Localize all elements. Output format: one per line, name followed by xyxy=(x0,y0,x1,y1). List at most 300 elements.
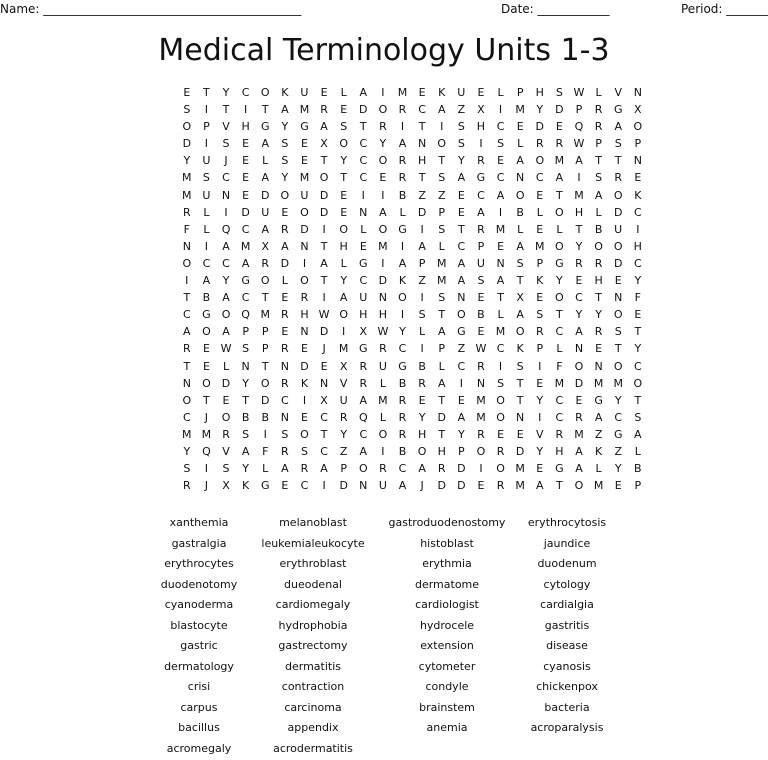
grid-letter: R xyxy=(555,427,564,441)
grid-letter: M xyxy=(240,239,251,253)
word-list-item: brainstem xyxy=(419,700,475,714)
grid-letter: D xyxy=(457,479,466,493)
word-list-item: leukemialeukocyte xyxy=(261,536,365,550)
grid-letter: O xyxy=(496,462,505,476)
grid-letter: T xyxy=(438,393,446,407)
grid-letter: V xyxy=(222,120,230,134)
grid-letter: O xyxy=(378,427,388,441)
grid-row xyxy=(177,272,648,289)
word-list-item: dermatology xyxy=(164,659,234,673)
grid-letter: C xyxy=(614,410,623,424)
grid-letter: Y xyxy=(399,325,406,339)
grid-letter: L xyxy=(595,462,602,476)
page-title: Medical Terminology Units 1-3 xyxy=(158,33,610,68)
word-list-item: chickenpox xyxy=(536,680,598,693)
grid-letter: D xyxy=(535,120,545,134)
grid-letter: M xyxy=(515,479,525,493)
word-list-item: erythroblast xyxy=(279,557,347,570)
grid-letter: J xyxy=(322,342,326,356)
grid-letter: S xyxy=(497,137,505,151)
grid-letter: V xyxy=(222,444,230,458)
grid-letter: Y xyxy=(222,86,230,99)
grid-letter: Y xyxy=(634,342,642,356)
grid-letter: Q xyxy=(202,444,211,458)
grid-letter: O xyxy=(378,103,388,117)
grid-letter: L xyxy=(517,222,524,236)
grid-letter: Y xyxy=(183,154,191,168)
grid-letter: N xyxy=(476,376,486,390)
grid-letter: P xyxy=(340,462,347,476)
word-list-item: cardialgia xyxy=(540,598,594,611)
grid-letter: O xyxy=(613,188,623,202)
grid-letter: E xyxy=(340,188,348,202)
grid-letter: M xyxy=(476,393,486,407)
grid-letter: T xyxy=(438,427,446,441)
grid-letter: T xyxy=(320,274,328,288)
grid-letter: C xyxy=(555,393,564,407)
grid-letter: G xyxy=(555,462,564,476)
grid-letter: A xyxy=(516,154,524,168)
grid-letter: T xyxy=(556,308,563,322)
grid-letter: E xyxy=(300,154,308,168)
grid-letter: A xyxy=(359,393,368,407)
grid-letter: T xyxy=(634,325,642,339)
grid-letter: B xyxy=(594,222,603,236)
grid-letter: C xyxy=(535,171,544,185)
grid-letter: Y xyxy=(281,120,289,134)
grid-letter: R xyxy=(575,410,583,424)
grid-letter: D xyxy=(613,205,623,219)
grid-letter: H xyxy=(574,205,584,219)
grid-letter: K xyxy=(281,86,289,99)
grid-letter: Z xyxy=(614,444,622,458)
grid-letter: R xyxy=(379,462,387,476)
grid-letter: N xyxy=(280,410,289,424)
grid-letter: O xyxy=(457,308,466,322)
grid-letter: E xyxy=(242,154,250,168)
grid-letter: L xyxy=(595,205,602,219)
grid-letter: E xyxy=(202,342,210,356)
grid-letter: C xyxy=(320,410,328,424)
word-list-item: contraction xyxy=(281,680,345,693)
grid-letter: S xyxy=(555,86,563,99)
grid-letter: T xyxy=(516,393,524,407)
grid-letter: E xyxy=(634,308,642,322)
grid-letter: I xyxy=(322,222,326,236)
grid-letter: I xyxy=(224,205,228,219)
grid-letter: E xyxy=(614,479,622,493)
word-list-item: cytology xyxy=(543,577,591,591)
grid-letter: R xyxy=(398,427,407,441)
grid-letter: N xyxy=(516,171,525,185)
grid-letter: C xyxy=(222,171,230,185)
grid-letter: I xyxy=(538,359,542,373)
grid-letter: T xyxy=(418,171,426,185)
grid-letter: A xyxy=(222,325,230,339)
grid-letter: M xyxy=(182,427,192,441)
grid-letter: O xyxy=(339,222,349,236)
word-list-item: melanoblast xyxy=(279,516,347,529)
word-list-item: condyle xyxy=(425,680,469,693)
grid-letter: L xyxy=(536,205,543,219)
grid-letter: K xyxy=(398,274,407,288)
grid-letter: B xyxy=(241,410,250,424)
grid-letter: O xyxy=(555,205,564,219)
grid-letter: E xyxy=(477,325,485,339)
grid-letter: G xyxy=(260,479,270,493)
grid-letter: S xyxy=(497,376,505,390)
grid-letter: I xyxy=(185,274,189,288)
grid-letter: R xyxy=(477,359,485,373)
grid-letter: O xyxy=(417,444,427,458)
grid-letter: I xyxy=(459,376,463,390)
grid-letter: I xyxy=(302,393,307,407)
grid-letter: D xyxy=(457,462,466,476)
grid-letter: E xyxy=(457,393,465,407)
grid-letter: I xyxy=(204,137,209,151)
grid-letter: C xyxy=(320,444,328,458)
grid-letter: D xyxy=(261,188,270,202)
grid-letter: I xyxy=(400,239,405,253)
grid-letter: A xyxy=(575,444,583,458)
grid-letter: P xyxy=(438,205,446,219)
grid-letter: X xyxy=(359,325,368,339)
grid-letter: C xyxy=(202,256,211,270)
grid-letter: O xyxy=(535,154,545,168)
grid-letter: L xyxy=(379,376,386,390)
grid-letter: L xyxy=(438,239,445,253)
grid-letter: E xyxy=(242,188,250,202)
grid-letter: A xyxy=(437,325,446,339)
grid-letter: M xyxy=(182,188,192,202)
grid-letter: S xyxy=(536,308,544,322)
grid-letter: M xyxy=(378,393,388,407)
grid-letter: O xyxy=(496,410,505,424)
grid-letter: N xyxy=(280,359,289,373)
grid-letter: L xyxy=(262,462,269,476)
grid-letter: M xyxy=(495,325,506,339)
grid-letter: D xyxy=(378,274,388,288)
grid-letter: R xyxy=(496,479,505,493)
grid-row xyxy=(177,409,648,426)
grid-letter: S xyxy=(242,342,250,356)
grid-letter: C xyxy=(496,171,505,185)
grid-letter: E xyxy=(202,359,210,373)
grid-letter: R xyxy=(281,308,289,322)
grid-letter: P xyxy=(438,342,446,356)
grid-letter: O xyxy=(437,137,447,151)
word-list-item: appendix xyxy=(287,721,339,734)
grid-letter: O xyxy=(221,308,231,322)
grid-letter: X xyxy=(222,479,230,493)
word-list-item: hydrocele xyxy=(419,618,475,632)
grid-letter: D xyxy=(339,479,348,493)
grid-letter: M xyxy=(535,239,545,253)
grid-letter: W xyxy=(475,342,487,356)
grid-letter: S xyxy=(634,410,642,424)
grid-letter: A xyxy=(241,256,250,270)
grid-letter: O xyxy=(202,376,211,390)
grid-letter: L xyxy=(203,205,210,219)
grid-letter: X xyxy=(477,103,485,117)
grid-letter: O xyxy=(515,188,525,202)
grid-letter: P xyxy=(595,137,602,151)
grid-letter: O xyxy=(319,171,329,185)
grid-letter: O xyxy=(633,120,643,134)
grid-letter: A xyxy=(614,120,622,134)
grid-letter: Y xyxy=(614,393,622,407)
grid-letter: I xyxy=(538,410,542,424)
grid-letter: I xyxy=(204,103,209,117)
word-list-item: cyanoderma xyxy=(164,598,234,611)
word-list-item: hydrophobia xyxy=(278,618,348,632)
grid-letter: S xyxy=(222,137,230,151)
grid-letter: S xyxy=(438,291,446,305)
grid-letter: T xyxy=(556,188,563,202)
grid-row xyxy=(177,187,648,204)
grid-letter: A xyxy=(594,188,603,202)
grid-letter: C xyxy=(457,239,466,253)
grid-letter: N xyxy=(300,325,309,339)
grid-letter: U xyxy=(300,188,309,202)
grid-letter: Y xyxy=(379,137,387,151)
grid-letter: O xyxy=(300,427,309,441)
grid-letter: E xyxy=(477,86,485,99)
grid-letter: R xyxy=(379,342,387,356)
grid-letter: T xyxy=(497,291,504,305)
grid-row xyxy=(177,443,648,460)
grid-letter: E xyxy=(497,154,505,168)
grid-letter: D xyxy=(437,479,446,493)
grid-letter: V xyxy=(614,86,622,99)
grid-letter: G xyxy=(457,325,466,339)
grid-row xyxy=(177,152,648,169)
grid-letter: A xyxy=(281,103,289,117)
grid-letter: T xyxy=(516,274,524,288)
grid-letter: L xyxy=(556,342,563,356)
grid-letter: Y xyxy=(242,376,249,390)
grid-letter: Z xyxy=(594,427,603,441)
grid-letter: O xyxy=(300,274,309,288)
word-list-item: histoblast xyxy=(420,536,474,550)
grid-letter: G xyxy=(359,256,368,270)
grid-letter: D xyxy=(417,205,427,219)
grid-letter: Q xyxy=(241,308,250,322)
grid-letter: H xyxy=(241,120,250,134)
grid-letter: P xyxy=(203,120,210,134)
grid-letter: R xyxy=(182,205,191,219)
grid-letter: E xyxy=(340,205,348,219)
grid-letter: U xyxy=(359,291,368,305)
grid-letter: V xyxy=(536,427,544,441)
grid-letter: D xyxy=(555,103,564,117)
word-list-item: gastrectomy xyxy=(278,639,348,652)
grid-letter: X xyxy=(261,239,270,253)
grid-letter: D xyxy=(359,103,368,117)
grid-letter: G xyxy=(613,427,623,441)
grid-letter: A xyxy=(359,86,368,99)
grid-letter: U xyxy=(476,256,485,270)
grid-letter: L xyxy=(497,308,504,322)
grid-letter: S xyxy=(281,137,289,151)
grid-letter: M xyxy=(476,410,486,424)
grid-letter: E xyxy=(477,291,485,305)
grid-letter: U xyxy=(261,205,270,219)
grid-letter: S xyxy=(183,462,191,476)
grid-letter: E xyxy=(457,188,465,202)
grid-letter: S xyxy=(281,154,289,168)
grid-letter: R xyxy=(398,171,407,185)
grid-letter: T xyxy=(203,86,210,99)
grid-letter: G xyxy=(241,274,250,288)
grid-letter: H xyxy=(300,308,309,322)
grid-letter: M xyxy=(299,103,310,117)
grid-letter: C xyxy=(182,410,191,424)
grid-letter: A xyxy=(536,479,544,493)
grid-letter: Z xyxy=(339,444,348,458)
grid-letter: T xyxy=(595,154,602,168)
grid-letter: O xyxy=(613,239,623,253)
grid-letter: R xyxy=(359,359,368,373)
grid-letter: D xyxy=(261,393,270,407)
grid-letter: D xyxy=(300,359,309,373)
grid-letter: T xyxy=(359,120,367,134)
grid-letter: C xyxy=(222,256,230,270)
grid-letter: L xyxy=(222,359,230,373)
grid-letter: T xyxy=(320,239,328,253)
grid-letter: E xyxy=(418,86,426,99)
grid-letter: S xyxy=(516,359,524,373)
grid-letter: Y xyxy=(340,154,348,168)
grid-letter: H xyxy=(359,308,368,322)
grid-letter: E xyxy=(575,274,583,288)
grid-letter: H xyxy=(417,154,427,168)
grid-letter: M xyxy=(182,171,192,185)
grid-letter: R xyxy=(320,103,328,117)
grid-letter: S xyxy=(242,427,250,441)
grid-letter: A xyxy=(379,205,387,219)
grid-letter: C xyxy=(281,393,289,407)
grid-letter: X xyxy=(320,137,328,151)
word-list-item: acromegaly xyxy=(166,741,232,755)
grid-letter: N xyxy=(241,359,250,373)
grid-letter: G xyxy=(398,359,407,373)
grid-letter: E xyxy=(418,393,426,407)
grid-letter: O xyxy=(476,444,486,458)
grid-letter: R xyxy=(281,222,289,236)
grid-letter: D xyxy=(319,325,329,339)
grid-letter: U xyxy=(378,359,387,373)
grid-letter: O xyxy=(260,274,270,288)
grid-letter: A xyxy=(222,291,230,305)
grid-letter: E xyxy=(281,205,289,219)
grid-letter: I xyxy=(322,291,326,305)
grid-letter: M xyxy=(593,376,604,390)
grid-row xyxy=(177,392,648,409)
word-list-item: jaundice xyxy=(543,536,591,550)
grid-letter: T xyxy=(614,342,622,356)
grid-letter: Y xyxy=(556,274,563,288)
grid-letter: A xyxy=(241,444,250,458)
word-list-item: disease xyxy=(546,639,588,652)
grid-letter: E xyxy=(457,205,465,219)
grid-letter: I xyxy=(342,325,346,339)
word-list-item: gastric xyxy=(180,639,218,652)
grid-letter: A xyxy=(634,427,642,441)
word-list-item: anemia xyxy=(426,721,468,734)
grid-letter: E xyxy=(222,393,230,407)
grid-letter: E xyxy=(497,239,505,253)
word-list-item: erythrocytosis xyxy=(527,516,607,529)
grid-letter: M xyxy=(515,462,525,476)
grid-letter: I xyxy=(440,120,444,134)
period-field-label: Period: _______ xyxy=(681,2,768,16)
grid-letter: U xyxy=(614,222,623,236)
grid-letter: Y xyxy=(536,393,544,407)
grid-letter: D xyxy=(221,376,231,390)
grid-letter: R xyxy=(477,427,485,441)
word-list-item: cardiomegaly xyxy=(275,598,351,611)
grid-letter: I xyxy=(381,444,385,458)
grid-letter: W xyxy=(573,137,585,151)
grid-letter: T xyxy=(261,103,269,117)
grid-letter: C xyxy=(496,120,505,134)
grid-letter: L xyxy=(360,222,367,236)
grid-letter: O xyxy=(260,86,270,99)
grid-row xyxy=(177,323,648,340)
grid-letter: A xyxy=(261,137,269,151)
grid-letter: N xyxy=(594,359,603,373)
grid-letter: E xyxy=(281,325,289,339)
grid-letter: R xyxy=(339,410,348,424)
grid-letter: M xyxy=(201,427,212,441)
grid-letter: B xyxy=(634,462,642,476)
grid-letter: J xyxy=(204,479,209,493)
grid-letter: R xyxy=(418,376,426,390)
grid-letter: C xyxy=(555,410,564,424)
grid-letter: T xyxy=(340,171,348,185)
grid-letter: R xyxy=(281,342,289,356)
word-list-item: gastroduodenostomy xyxy=(388,516,506,529)
grid-letter: P xyxy=(536,256,544,270)
grid-letter: L xyxy=(340,256,347,270)
word-list-item: erythrocytes xyxy=(164,557,234,570)
grid-letter: Q xyxy=(574,120,584,134)
grid-letter: R xyxy=(575,256,583,270)
grid-letter: C xyxy=(555,325,564,339)
grid-letter: P xyxy=(477,239,485,253)
grid-letter: M xyxy=(299,171,310,185)
grid-letter: I xyxy=(322,479,326,493)
grid-letter: G xyxy=(398,222,407,236)
grid-letter: A xyxy=(339,291,348,305)
grid-letter: E xyxy=(242,171,250,185)
grid-letter: K xyxy=(300,376,309,390)
grid-letter: S xyxy=(183,103,191,117)
grid-letter: E xyxy=(575,393,583,407)
grid-letter: X xyxy=(320,393,328,407)
grid-letter: W xyxy=(220,342,232,356)
grid-letter: A xyxy=(594,410,603,424)
grid-letter: T xyxy=(183,291,191,305)
word-list-item: acroparalysis xyxy=(530,721,604,734)
grid-letter: N xyxy=(516,410,525,424)
grid-letter: A xyxy=(575,462,583,476)
grid-letter: H xyxy=(339,239,348,253)
grid-letter: O xyxy=(280,188,290,202)
grid-letter: K xyxy=(516,342,524,356)
grid-letter: G xyxy=(202,308,211,322)
